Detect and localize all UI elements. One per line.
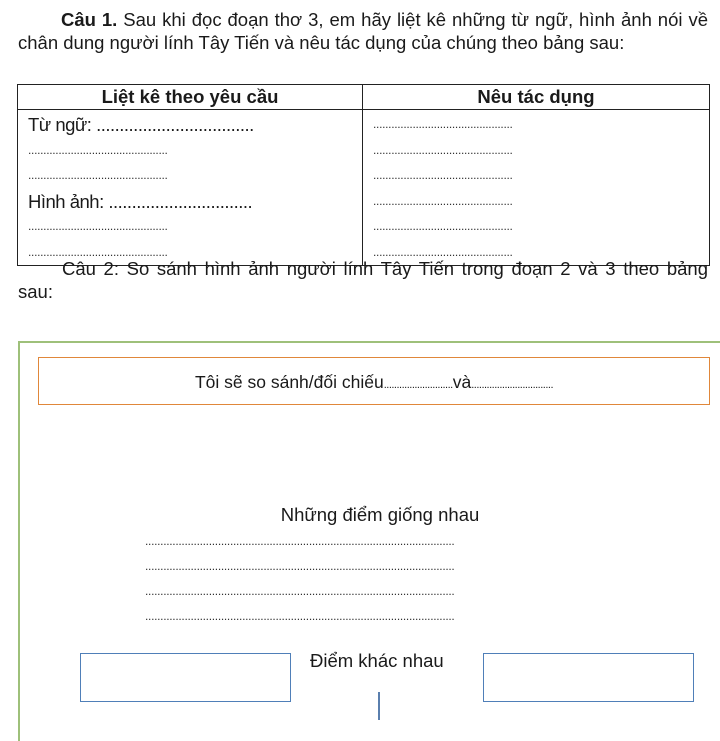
compare-subject-box[interactable] — [38, 357, 710, 405]
list-line[interactable]: .............................................. — [28, 142, 168, 157]
effect-line[interactable]: .............................................. — [373, 168, 513, 182]
compare-and: và — [452, 372, 472, 392]
effect-line[interactable]: .............................................. — [373, 244, 513, 259]
similarities-title: Những điểm giống nhau — [280, 504, 480, 525]
similarity-line[interactable]: ...................................................................................................... — [145, 534, 455, 548]
header-list-column: Liệt kê theo yêu cầu — [18, 85, 363, 110]
table-header-row — [18, 85, 710, 110]
compare-blank-1[interactable]: ........................... — [383, 379, 453, 391]
question-1-text — [18, 8, 708, 54]
difference-box-left[interactable] — [80, 653, 291, 702]
list-line-images[interactable]: Hình ảnh: ............................... — [28, 190, 253, 212]
header-effect-column: Nêu tác dụng — [363, 85, 710, 110]
list-cell[interactable] — [18, 110, 363, 266]
similarity-line[interactable]: ...................................................................................................... — [145, 609, 455, 623]
question-1-body: Sau khi đọc đoạn thơ 3, em hãy liệt kê những từ ngữ, hình ảnh nói về chân dung người lính Tây Tiến và nêu tác dụng của chúng theo bảng sau: — [18, 9, 708, 53]
answer-table — [17, 84, 710, 266]
question-1-label: Câu 1. — [61, 9, 118, 30]
difference-box-right[interactable] — [483, 653, 694, 702]
differences-title: Điểm khác nhau — [310, 650, 444, 671]
compare-blank-2[interactable]: ................................ — [471, 379, 554, 391]
similarity-line[interactable]: ...................................................................................................... — [145, 584, 455, 598]
table-body-row — [18, 110, 710, 266]
list-line-words[interactable]: Từ ngữ: .................................. — [28, 114, 254, 135]
compare-prefix: Tôi sẽ so sánh/đối chiếu — [194, 372, 384, 392]
effect-cell[interactable] — [363, 110, 710, 266]
list-line[interactable]: .............................................. — [28, 244, 168, 259]
similarity-line[interactable]: ...................................................................................................... — [145, 559, 455, 573]
effect-line[interactable]: .............................................. — [373, 117, 513, 131]
effect-line[interactable]: .............................................. — [373, 193, 513, 208]
list-line[interactable]: .............................................. — [28, 168, 168, 182]
effect-line[interactable]: .............................................. — [373, 219, 513, 233]
effect-line[interactable]: .............................................. — [373, 142, 513, 157]
list-line[interactable]: .............................................. — [28, 219, 168, 233]
connector-line — [378, 692, 380, 720]
question-2-text: Câu 2: So sánh hình ảnh người lính Tây Tiến trong đoạn 2 và 3 theo bảng sau: — [18, 258, 708, 302]
